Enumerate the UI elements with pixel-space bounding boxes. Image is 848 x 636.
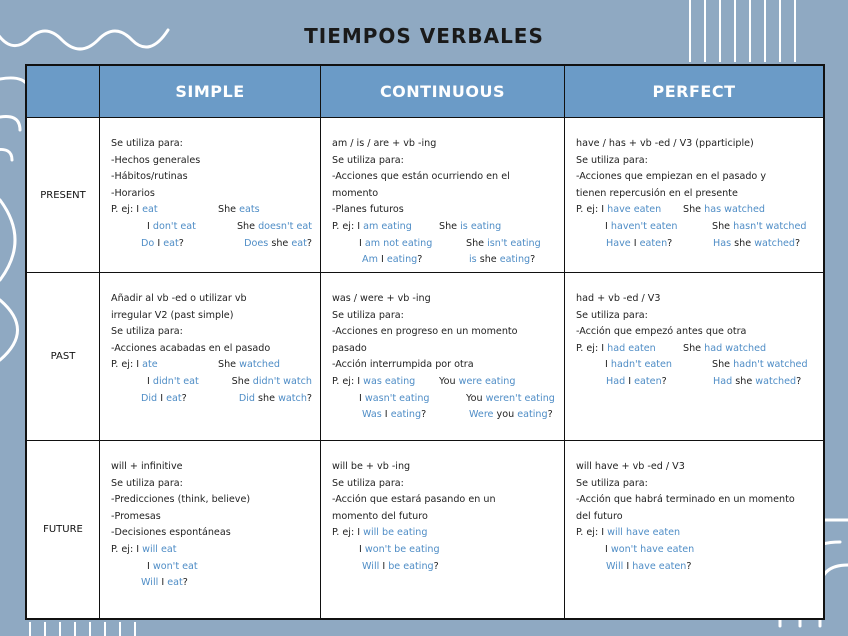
verb-form: doesn't eat [258,220,312,232]
example-text: I [147,560,153,572]
verb-form: Did [141,392,158,404]
cell-line: -Hechos generales [111,154,201,166]
example-first-person [111,219,237,236]
cell-line: have / has + vb -ed / V3 (pparticiple) [576,138,754,149]
cell-line: Se utiliza para: [111,326,183,338]
cell-line: del futuro [576,510,623,522]
cell-line: will have + vb -ed / V3 [576,461,685,472]
cell-line: -Acción interrumpida por otra [332,359,474,371]
example-line [576,559,815,576]
example-first-person [576,341,683,358]
cell-line: Se utiliza para: [332,309,404,321]
verb-form: ate [142,359,158,371]
verb-form: haven't eaten [610,220,678,232]
example-text: I [605,359,611,371]
example-third-person [713,236,800,253]
cell-line: -Acciones en progreso en un momento [332,326,518,338]
example-text: I [147,375,153,387]
corner-header-cell [27,66,100,118]
example-text: P. ej: I [332,527,364,539]
verb-form: won't eat [152,560,198,572]
verb-form: Will [606,560,624,572]
verb-form: eating [386,254,418,266]
example-text: I [623,560,633,572]
example-first-person [576,357,712,374]
example-text: she [254,392,279,404]
example-text: ? [796,375,802,387]
example-text: ? [530,254,536,266]
example-text: she [732,375,756,387]
verb-form: eating [499,254,531,266]
example-third-person [683,341,766,358]
example-first-person [332,407,469,424]
example-text: She [218,204,240,216]
cell-future-perfect [565,441,823,618]
cell-line: Se utiliza para: [576,477,648,489]
cell-line: Se utiliza para: [111,138,183,149]
verb-form: Will [362,560,380,572]
example-line [576,525,815,542]
verb-form: Do [141,237,155,249]
verb-form: watched [755,375,797,387]
example-third-person [218,357,280,374]
example-third-person [232,374,312,391]
verb-form: Have [606,237,631,249]
example-text: ? [417,254,423,266]
verb-form: eats [239,204,260,216]
example-text: She [218,359,240,371]
example-text: I [359,543,365,555]
verb-form: is [469,254,477,266]
verb-form: were eating [458,375,516,387]
verb-form: wasn't eating [364,392,430,404]
header-perfect: PERFECT [565,66,823,118]
example-text: ? [433,560,439,572]
verb-form: didn't eat [152,375,199,387]
example-text: You [439,375,459,387]
verb-tenses-table [25,64,825,620]
example-line [111,391,312,408]
example-text: I [605,220,611,232]
example-third-person [469,252,535,269]
verb-form: eating [517,409,548,421]
verb-form: won't be eating [364,543,440,555]
cell-line: Se utiliza para: [576,154,648,166]
verb-form: am not eating [364,237,433,249]
example-first-person [332,525,439,542]
verb-form: has watched [704,204,765,216]
verb-form: Am [362,254,378,266]
verb-form: eat [142,204,158,216]
example-line [576,542,815,559]
cell-line: -Promesas [111,510,161,522]
example-third-person [218,202,260,219]
cell-line: -Planes futuros [332,204,404,216]
example-line [332,252,556,269]
example-first-person [111,236,244,253]
cell-line: will be + vb -ing [332,461,411,472]
verb-form: have eaten [632,560,687,572]
example-text: P. ej: I [111,359,143,371]
verb-form: Has [713,237,732,249]
example-third-person [712,219,806,236]
example-text: I [359,237,365,249]
example-first-person [111,202,218,219]
verb-form: Was [362,409,382,421]
example-first-person [111,374,232,391]
verb-form: hadn't eaten [610,359,672,371]
example-text: She [466,237,488,249]
example-line [111,575,312,592]
cell-line: -Acción que empezó antes que otra [576,326,747,338]
example-line [111,559,312,576]
cell-line: -Horarios [111,187,155,199]
example-first-person [111,559,254,576]
example-line [111,542,312,559]
cell-line: -Hábitos/rutinas [111,171,188,183]
cell-line: -Acciones acabadas en el pasado [111,342,271,354]
example-third-person [683,202,765,219]
cell-line: -Acción que estará pasando en un [332,494,496,506]
example-text: P. ej: I [332,220,364,232]
example-text: You [466,392,486,404]
example-text: she [476,254,500,266]
example-third-person [239,391,312,408]
verb-form: had eaten [607,342,656,354]
example-line [111,236,312,253]
verb-form: eat [166,392,182,404]
verb-form: Does [244,237,269,249]
verb-form: didn't watch [252,375,312,387]
example-text: I [379,560,389,572]
example-text: P. ej: I [111,204,143,216]
verb-form: watched [239,359,280,371]
example-text: ? [795,237,801,249]
verb-form: Will [141,577,159,589]
example-text: I [158,577,168,589]
example-line [332,236,556,253]
example-text: She [683,204,705,216]
verb-form: was eating [363,375,416,387]
example-line [576,357,815,374]
verb-form: Were [469,409,494,421]
example-text: I [359,392,365,404]
example-line [332,374,556,391]
example-text: I [630,237,640,249]
verb-form: Did [238,392,255,404]
verb-form: isn't eating [487,237,541,249]
example-text: I [377,254,387,266]
example-third-person [439,374,515,391]
cell-past-perfect [565,273,823,441]
example-third-person [713,374,801,391]
example-text: I [625,375,635,387]
example-first-person [332,236,466,253]
example-first-person [111,357,218,374]
example-text: I [381,409,391,421]
verb-form: eating [390,409,422,421]
cell-past-simple [100,273,321,441]
example-text: P. ej: I [576,527,608,539]
verb-form: will eat [142,543,177,555]
cell-line: -Decisiones espontáneas [111,527,231,539]
verb-form: eaten [639,237,668,249]
example-first-person [111,542,218,559]
example-first-person [111,391,239,408]
example-first-person [576,559,713,576]
example-line [576,374,815,391]
cell-line: momento [332,187,379,199]
verb-form: eaten [634,375,662,387]
verb-form: be eating [388,560,434,572]
cell-future-simple [100,441,321,618]
example-third-person [466,391,555,408]
example-text: I [605,543,611,555]
example-first-person [332,374,439,391]
example-third-person [466,236,541,253]
example-line [332,391,556,408]
cell-line: pasado [332,342,367,354]
example-first-person [332,559,469,576]
row-label-future: FUTURE [27,441,100,618]
example-text: ? [306,237,312,249]
example-text: I [147,220,153,232]
page-title: TIEMPOS VERBALES [304,24,544,48]
example-line [332,407,556,424]
example-text: ? [178,237,184,249]
cell-line: Se utiliza para: [332,154,404,166]
example-text: She [683,342,705,354]
cell-line: Se utiliza para: [111,477,183,489]
example-text: She [231,375,253,387]
example-first-person [576,219,712,236]
example-text: She [712,220,734,232]
example-line [576,202,815,219]
verb-form: is eating [460,220,502,232]
cell-line: Se utiliza para: [332,477,404,489]
verb-form: will be eating [363,527,428,539]
verb-form: hasn't watched [733,220,807,232]
verb-form: eat [167,577,183,589]
example-text: you [493,409,518,421]
example-first-person [332,542,466,559]
example-line [111,202,312,219]
example-text: ? [686,560,692,572]
cell-present-simple [100,118,321,273]
example-line [332,525,556,542]
cell-line: was / were + vb -ing [332,293,431,304]
cell-line: Añadir al vb -ed o utilizar vb [111,293,247,304]
cell-line: had + vb -ed / V3 [576,293,661,304]
example-text: P. ej: I [576,204,608,216]
example-first-person [576,542,712,559]
example-text: I [154,237,164,249]
example-text: ? [421,409,427,421]
example-third-person [439,219,501,236]
cell-present-continuous [321,118,565,273]
cell-line: -Acciones que están ocurriendo en el [332,171,510,183]
example-third-person [712,357,808,374]
example-text: ? [306,392,312,404]
cell-line: momento del futuro [332,510,428,522]
example-line [332,219,556,236]
example-text: P. ej: I [111,543,143,555]
verb-form: will have eaten [607,527,681,539]
example-text: ? [667,237,673,249]
example-line [576,341,815,358]
example-first-person [576,374,713,391]
verb-form: won't have eaten [610,543,695,555]
example-text: She [439,220,461,232]
verb-form: watch [278,392,307,404]
cell-line: -Acción que habrá terminado en un momento [576,494,795,506]
example-text: She [712,359,734,371]
example-text: ? [181,392,187,404]
example-third-person [469,407,553,424]
example-line [332,559,556,576]
verb-form: Had [713,375,733,387]
example-text: P. ej: I [332,375,364,387]
cell-line: Se utiliza para: [576,309,648,321]
example-first-person [111,575,248,592]
verb-form: have eaten [607,204,662,216]
example-text: she [268,237,292,249]
cell-line: -Acciones que empiezan en el pasado y [576,171,767,183]
example-line [576,219,815,236]
example-line [332,542,556,559]
example-first-person [576,525,683,542]
verb-form: am eating [363,220,412,232]
cell-line: -Predicciones (think, believe) [111,494,251,506]
cell-past-continuous [321,273,565,441]
verb-form: don't eat [152,220,196,232]
cell-line: tienen repercusión en el presente [576,187,738,199]
verb-form: Had [606,375,626,387]
example-first-person [576,202,683,219]
header-continuous: CONTINUOUS [321,66,565,118]
example-text: she [731,237,755,249]
verb-form: eat [163,237,179,249]
example-text: ? [661,375,667,387]
example-line [111,357,312,374]
header-simple: SIMPLE [100,66,321,118]
cell-line: irregular V2 (past simple) [111,309,234,321]
example-third-person [237,219,312,236]
cell-present-perfect [565,118,823,273]
cell-future-continuous [321,441,565,618]
example-first-person [332,391,466,408]
verb-form: eat [291,237,307,249]
example-text: P. ej: I [576,342,608,354]
verb-form: weren't eating [485,392,555,404]
example-text: ? [547,409,553,421]
row-label-present: PRESENT [27,118,100,273]
example-first-person [332,219,439,236]
example-first-person [332,252,469,269]
example-text: I [157,392,167,404]
example-text: She [236,220,259,232]
example-line [576,236,815,253]
cell-line: am / is / are + vb -ing [332,138,437,149]
example-text: ? [182,577,188,589]
example-line [111,219,312,236]
example-third-person [244,236,312,253]
verb-form: watched [754,237,796,249]
example-line [111,374,312,391]
verb-form: hadn't watched [733,359,808,371]
example-first-person [576,236,713,253]
cell-line: will + infinitive [111,461,183,472]
row-label-past: PAST [27,273,100,441]
verb-form: had watched [704,342,767,354]
